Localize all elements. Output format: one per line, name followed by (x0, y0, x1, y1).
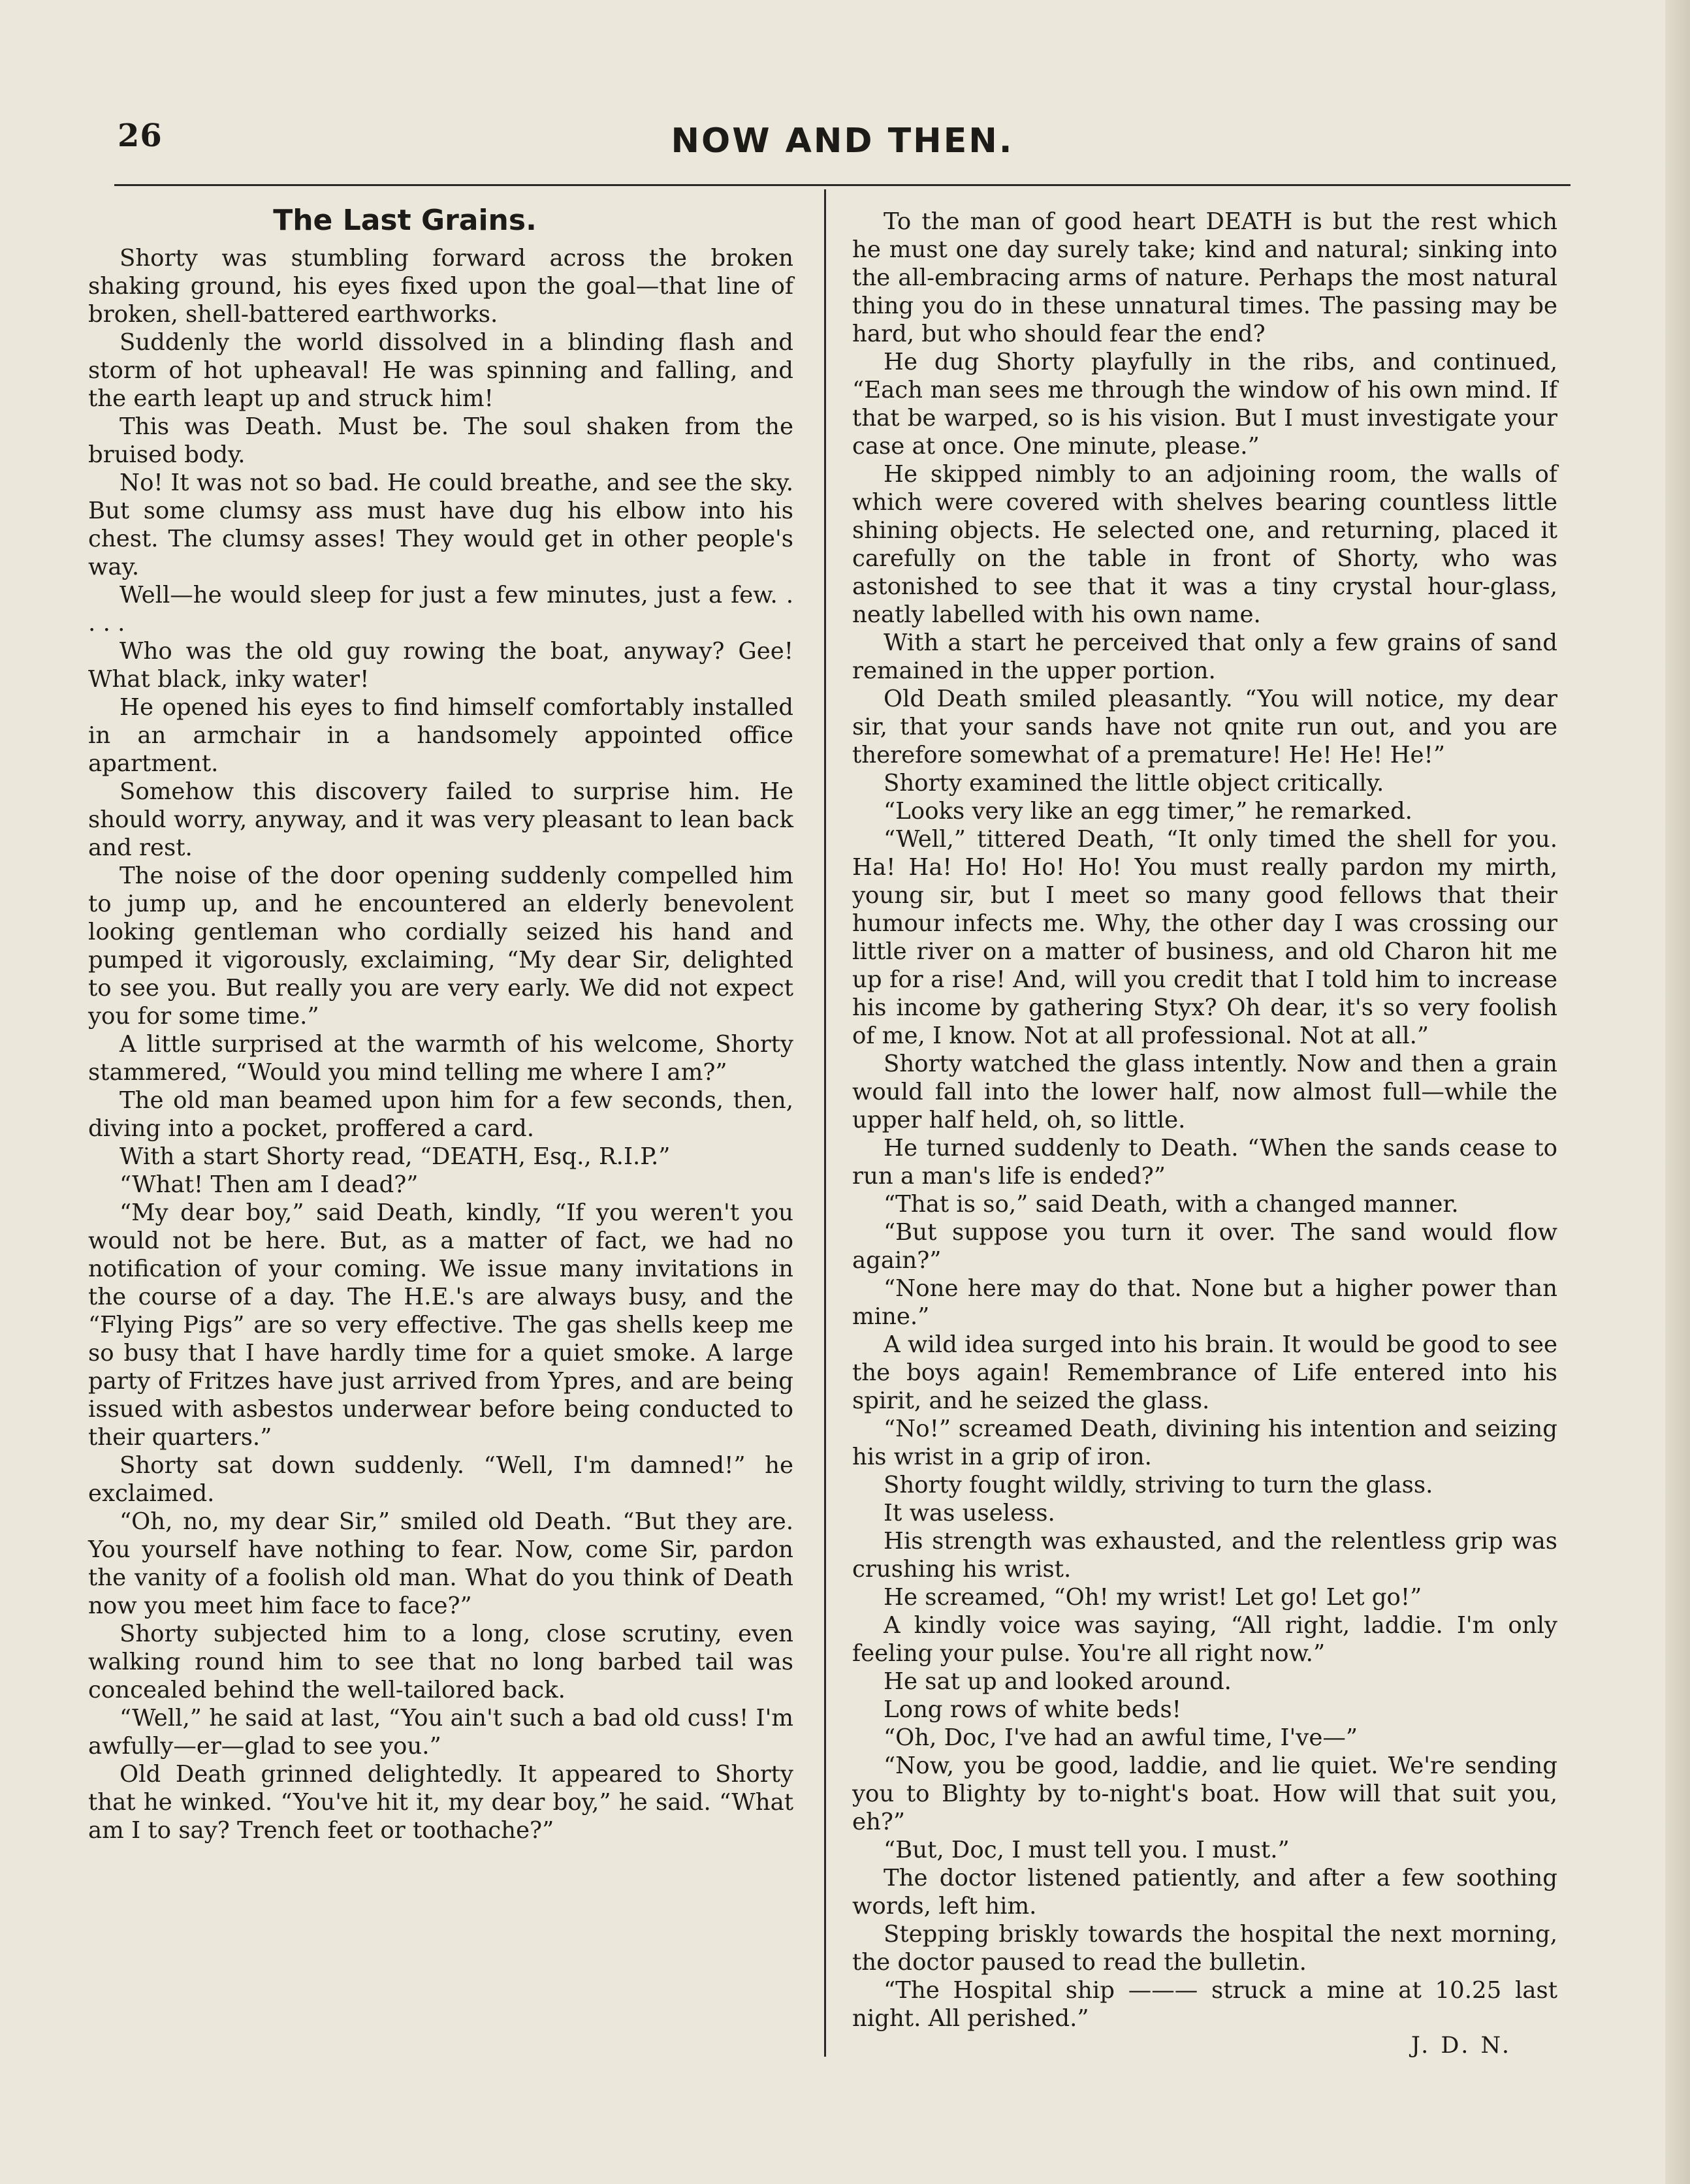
paragraph: It was useless. (884, 1500, 1055, 1527)
paragraph: He opened his eyes to find himself comfortably installed in an armchair in a handsomely appointed office apartment. (88, 694, 793, 777)
paragraph: With a start Shorty read, “DEATH, Esq., R.I.P.” (120, 1143, 671, 1170)
paragraph: Long rows of white beds! (884, 1696, 1181, 1723)
paragraph: Shorty subjected him to a long, close scrutiny, even walking round him to see that no long barbed tail was concealed behind the well-tailored back. (88, 1621, 793, 1703)
paragraph: The doctor listened patiently, and after a few soothing words, left him. (852, 1865, 1557, 1920)
page-edge-shadow (1665, 0, 1690, 2184)
left-column-text (88, 244, 793, 1844)
paragraph: “Well,” tittered Death, “It only timed the shell for you. Ha! Ha! Ho! Ho! Ho! You must really pardon my mirth, young sir, but I meet so many good fellows that their humour infects me. Why, the other day I was crossing our little river on a matter of business, and old Charon hit me up for a rise! And, will you credit that I told him to increase his income by gathering Styx? Oh dear, it's so very foolish of me, I know. Not at all professional. Not at all.” (852, 826, 1557, 1049)
paragraph: Stepping briskly towards the hospital the next morning, the doctor paused to read the bulletin. (852, 1921, 1557, 1976)
paragraph: “The Hospital ship ——— struck a mine at 10.25 last night. All perished.” (852, 1977, 1557, 2032)
paragraph: “But suppose you turn it over. The sand would flow again?” (852, 1219, 1557, 1274)
right-column (852, 208, 1557, 2059)
paragraph: Old Death smiled pleasantly. “You will notice, my dear sir, that your sands have not qnite run out, and you are therefore somewhat of a premature! He! He! He!” (852, 686, 1557, 768)
paragraph: The noise of the door opening suddenly compelled him to jump up, and he encountered an elderly benevolent looking gentleman who cordially seized his hand and pumped it vigorously, exclaiming, “My dear Sir, delighted to see you. But really you are very early. We did not expect you for some time.” (88, 863, 793, 1030)
paragraph: Shorty examined the little object critically. (884, 770, 1384, 797)
paragraph: “None here may do that. None but a higher power than mine.” (852, 1275, 1557, 1330)
left-column (88, 202, 793, 1844)
paragraph: Somehow this discovery failed to surprise him. He should worry, anyway, and it was very pleasant to lean back and rest. (88, 778, 793, 861)
column-divider (824, 189, 826, 2057)
paragraph: “Oh, Doc, I've had an awful time, I've—” (884, 1724, 1358, 1751)
paragraph: Shorty watched the glass intently. Now and then a grain would fall into the lower half, now almost full—while the upper half held, oh, so little. (852, 1051, 1557, 1133)
paragraph: “No!” screamed Death, divining his intention and seizing his wrist in a grip of iron. (852, 1416, 1557, 1470)
page-number: 26 (118, 118, 163, 154)
paragraph: The old man beamed upon him for a few seconds, then, diving into a pocket, proffered a card. (88, 1087, 793, 1142)
paragraph: His strength was exhausted, and the relentless grip was crushing his wrist. (852, 1528, 1557, 1583)
paragraph: He sat up and looked around. (884, 1668, 1232, 1695)
paragraph: Who was the old guy rowing the boat, anyway? Gee! What black, inky water! (88, 638, 793, 693)
paragraph: He dug Shorty playfully in the ribs, and continued, “Each man sees me through the window of his own mind. If that be warped, so is his vision. But I must investigate your case at once. One minute, please.” (852, 349, 1557, 460)
paragraph: “Well,” he said at last, “You ain't such a bad old cuss! I'm awfully—er—glad to see you.” (88, 1705, 793, 1760)
paragraph: Old Death grinned delightedly. It appeared to Shorty that he winked. “You've hit it, my dear boy,” he said. “What am I to say? Trench feet or toothache?” (88, 1761, 793, 1844)
paragraph: “What! Then am I dead?” (120, 1171, 419, 1198)
running-title: NOW AND THEN. (671, 121, 1014, 161)
paragraph: He skipped nimbly to an adjoining room, the walls of which were covered with shelves bearing countless little shining objects. He selected one, and returning, placed it carefully on the table in front of Shorty, who was astonished to see that it was a tiny crystal hour-glass, neatly labelled with his own name. (852, 461, 1557, 628)
article-title: The Last Grains. (273, 204, 537, 237)
paragraph: A kindly voice was saying, “All right, laddie. I'm only feeling your pulse. You're all right now.” (852, 1612, 1557, 1667)
paragraph: “That is so,” said Death, with a changed manner. (884, 1191, 1459, 1218)
paragraph: “But, Doc, I must tell you. I must.” (884, 1837, 1290, 1863)
paragraph: Shorty was stumbling forward across the broken shaking ground, his eyes fixed upon the goal—that line of broken, shell-battered earthworks. (88, 245, 793, 328)
author-signature: J. D. N. (1411, 2033, 1512, 2059)
paragraph: No! It was not so bad. He could breathe, and see the sky. But some clumsy ass must have dug his elbow into his chest. The clumsy asses! They would get in other people's way. (88, 469, 793, 580)
paragraph: “Looks very like an egg timer,” he remarked. (884, 798, 1412, 825)
paragraph: Well—he would sleep for just a few minutes, just a few. . . . . (88, 582, 793, 637)
paragraph: He turned suddenly to Death. “When the sands cease to run a man's life is ended?” (852, 1135, 1557, 1190)
paragraph: With a start he perceived that only a few grains of sand remained in the upper portion. (852, 629, 1557, 684)
paragraph: Shorty fought wildly, striving to turn the glass. (884, 1472, 1433, 1498)
paragraph: A wild idea surged into his brain. It would be good to see the boys again! Remembrance of Life entered into his spirit, and he seized the glass. (852, 1331, 1557, 1414)
paragraph: A little surprised at the warmth of his welcome, Shorty stammered, “Would you mind telling me where I am?” (88, 1031, 793, 1086)
paragraph: “My dear boy,” said Death, kindly, “If you weren't you would not be here. But, as a matter of fact, we had no notification of your coming. We issue many invitations in the course of a day. The H.E.'s are always busy, and the “Flying Pigs” are so very effective. The gas shells keep me so busy that I have hardly time for a quiet smoke. A large party of Fritzes have just arrived from Ypres, and are being issued with asbestos underwear before being conducted to their quarters.” (88, 1199, 793, 1451)
paragraph: “Oh, no, my dear Sir,” smiled old Death. “But they are. You yourself have nothing to fear. Now, come Sir, pardon the vanity of a foolish old man. What do you think of Death now you meet him face to face?” (88, 1508, 793, 1619)
paragraph: Shorty sat down suddenly. “Well, I'm damned!” he exclaimed. (88, 1452, 793, 1507)
paragraph: This was Death. Must be. The soul shaken from the bruised body. (88, 413, 793, 468)
paragraph: To the man of good heart DEATH is but the rest which he must one day surely take; kind and natural; sinking into the all-embracing arms of nature. Perhaps the most natural thing you do in these unnatural times. The passing may be hard, but who should fear the end? (852, 208, 1557, 347)
paragraph: “Now, you be good, laddie, and lie quiet. We're sending you to Blighty by to-night's boat. How will that suit you, eh?” (852, 1752, 1557, 1835)
header-rule (114, 184, 1570, 186)
paragraph: He screamed, “Oh! my wrist! Let go! Let go!” (884, 1584, 1422, 1611)
paragraph: Suddenly the world dissolved in a blinding flash and storm of hot upheaval! He was spinning and falling, and the earth leapt up and struck him! (88, 329, 793, 412)
